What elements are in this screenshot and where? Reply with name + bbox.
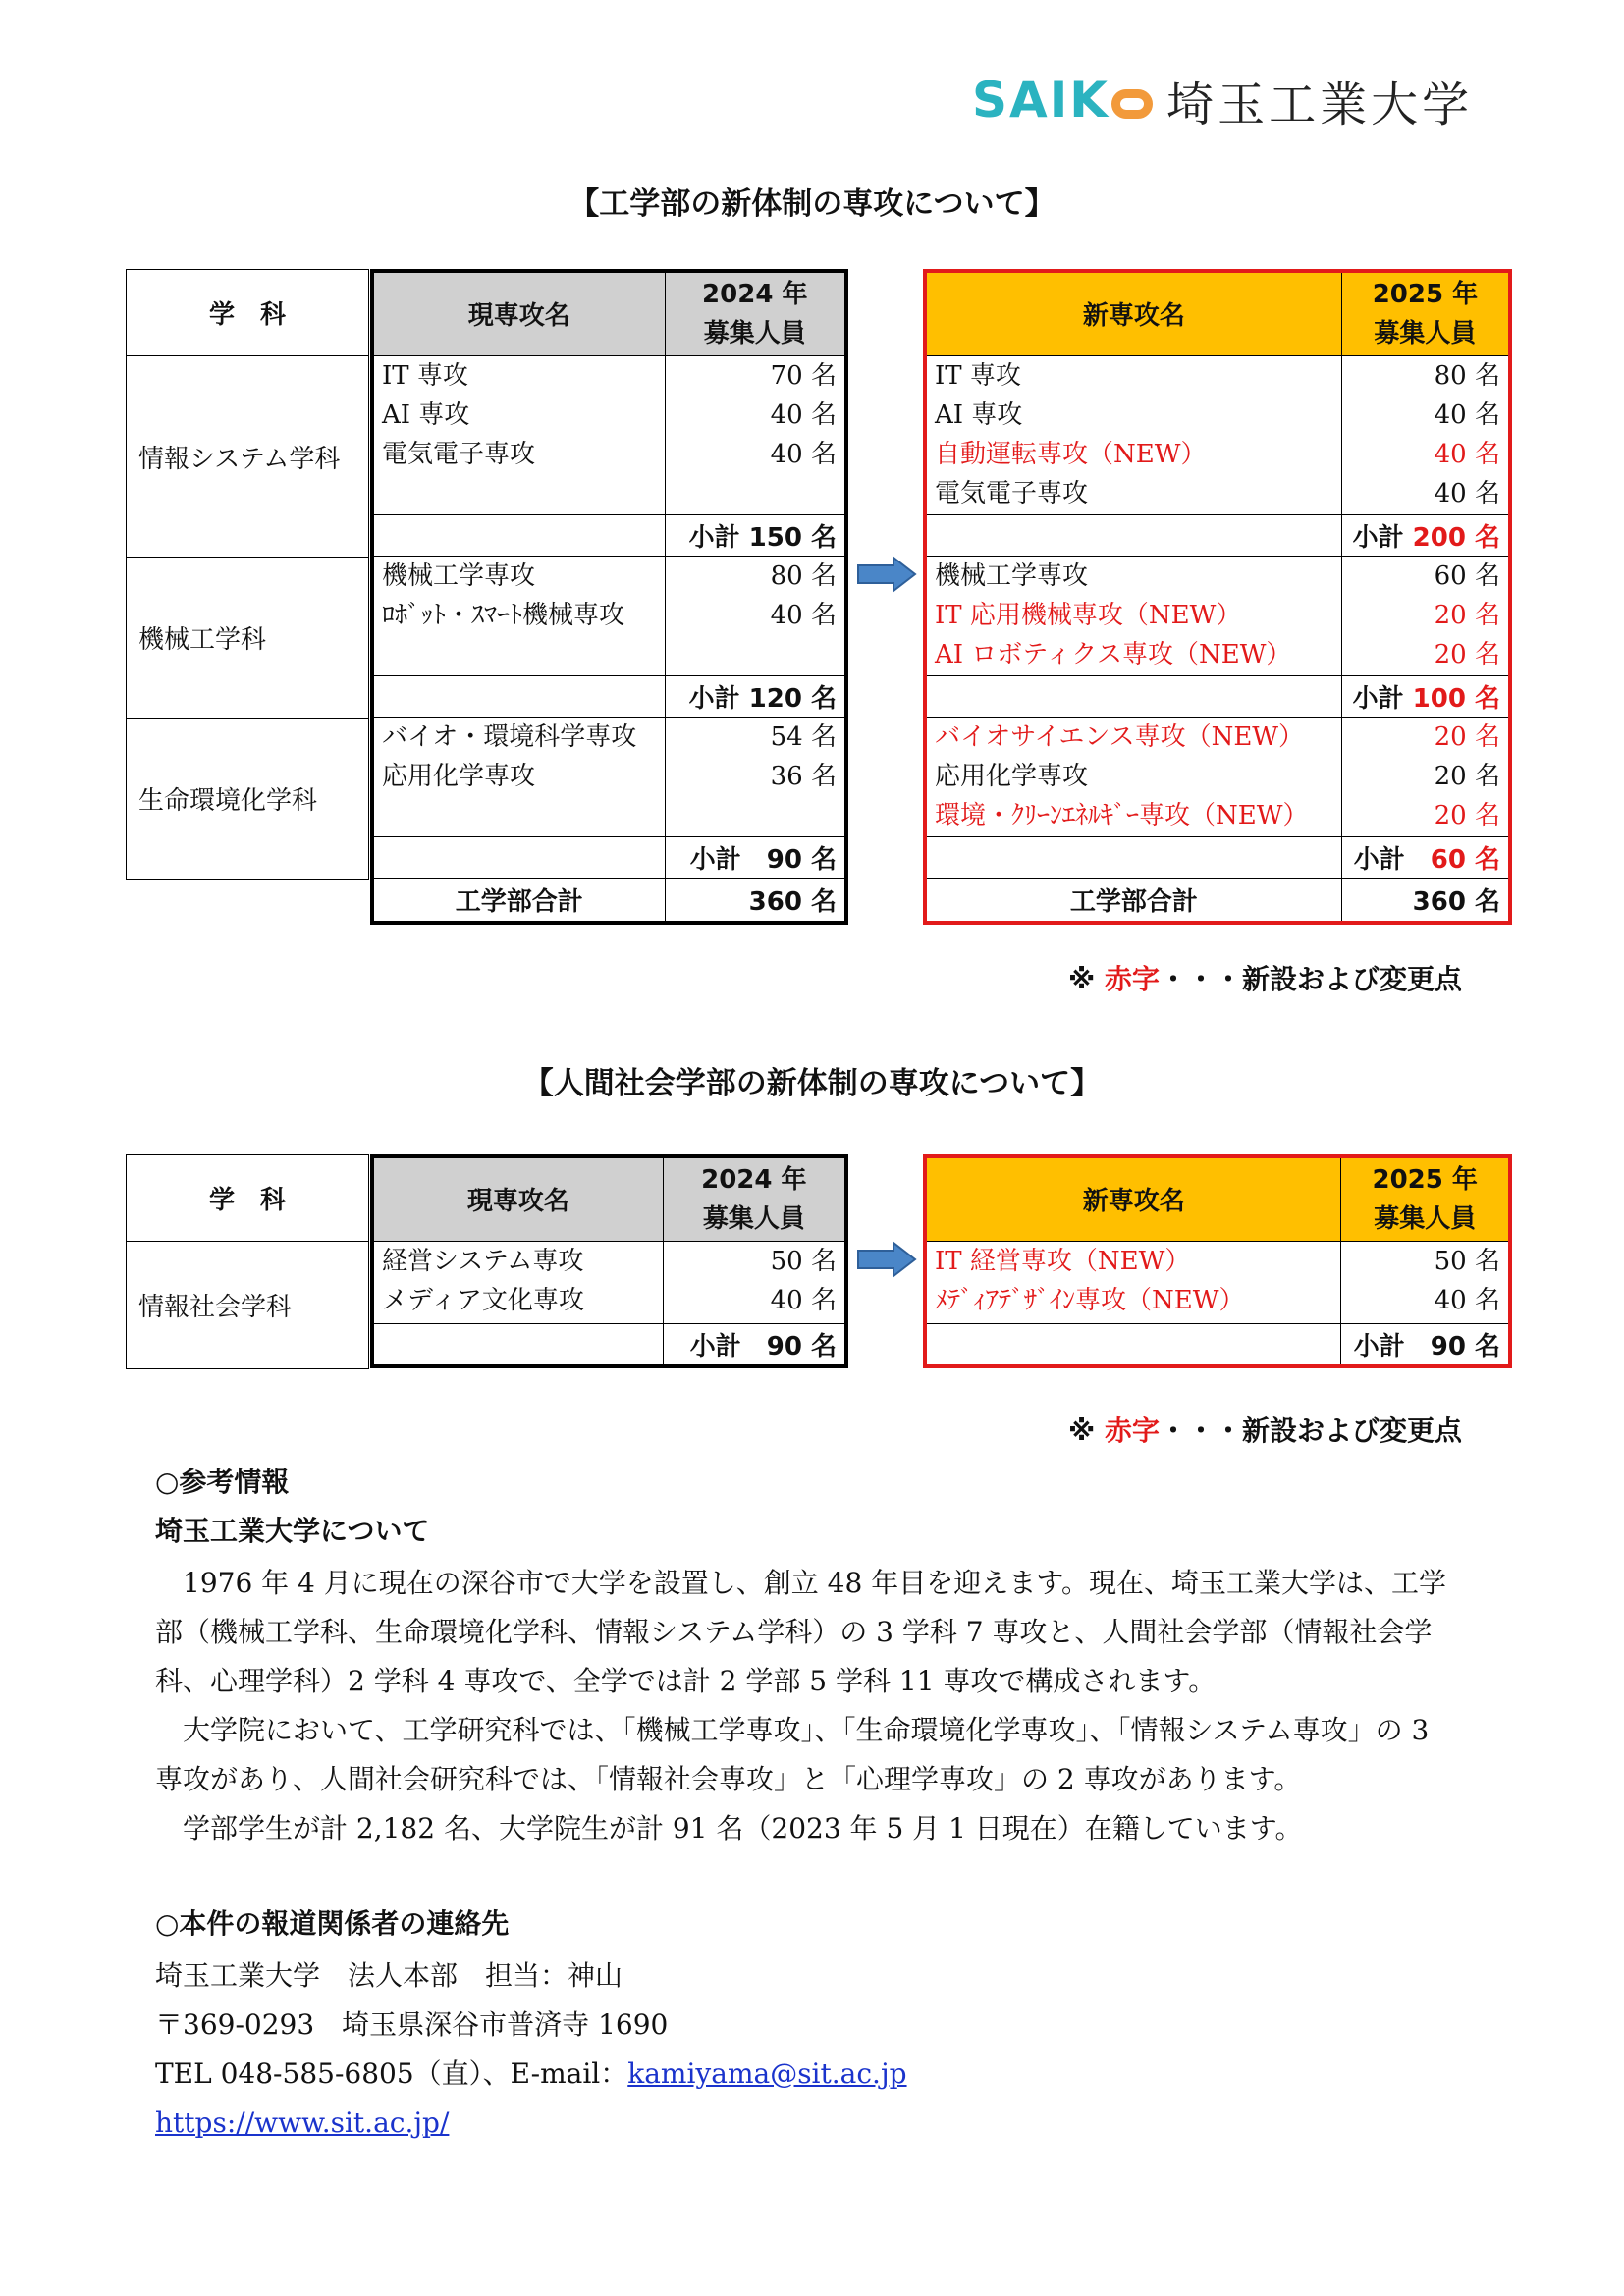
new-majors: IT 経営専攻（NEW） ﾒﾃﾞｨｱﾃﾞｻﾞｲﾝ専攻（NEW）	[925, 1241, 1341, 1323]
current-quota-header: 2024 年 募集人員	[663, 1156, 846, 1241]
current-majors: 経営システム専攻 メディア文化専攻	[372, 1241, 663, 1323]
dept-header: 学 科	[127, 1155, 369, 1242]
eng-new-table	[923, 269, 1512, 925]
new-major-header: 新専攻名	[925, 271, 1341, 355]
subtotal: 小計 90 名	[663, 1323, 846, 1366]
contact-info	[155, 1951, 1481, 2148]
current-quotas: 50 名 40 名	[663, 1241, 846, 1323]
humanities-section-title: 【人間社会学部の新体制の専攻について】	[522, 1066, 1102, 1101]
current-quota-header: 2024 年 募集人員	[665, 271, 846, 355]
contact-heading: ○本件の報道関係者の連絡先	[155, 1907, 510, 1940]
new-majors: バイオサイエンス専攻（NEW） 応用化学専攻 環境・ｸﾘｰﾝｴﾈﾙｷﾞｰ専攻（NEW）	[925, 717, 1341, 836]
contact-line: 埼玉工業大学 法人本部 担当：神山	[155, 1959, 623, 1992]
eng-dept-table	[126, 269, 369, 880]
logo-mark: SAIK	[972, 72, 1153, 129]
subtotal: 小計 120 名	[665, 675, 846, 717]
reference-heading: ○参考情報	[155, 1466, 290, 1498]
legend-note: ※ 赤字・・・新設および変更点	[1068, 1415, 1462, 1447]
current-quotas: 54 名 36 名	[665, 717, 846, 836]
dept-name: 情報社会学科	[127, 1242, 369, 1369]
total-label: 工学部合計	[372, 878, 665, 923]
new-quotas: 60 名 20 名 20 名	[1341, 556, 1510, 675]
subtotal: 小計 200 名	[1341, 514, 1510, 556]
dept-name: 生命環境化学科	[127, 719, 369, 880]
website-link[interactable]: https://www.sit.ac.jp/	[155, 2107, 450, 2139]
reference-paragraphs: 1976 年 4 月に現在の深谷市で大学を設置し、創立 48 年目を迎えます。現在、埼玉工業大学は、工学 部（機械工学科、生命環境化学科、情報システム学科）の 3 学科 7 専攻と、人間社会学部（情報社会学 科、心理学科）2 学科 4 専攻で、全学では計 2 学部 5 学科 11 専攻で構成されます。 大学院において、工学研究科では、「機械工学専攻」、「生命環境化学専攻」、「情報システム専攻」の 3 専攻があり、人間社会研究科では、「情報社会専攻」と「心理学専攻」の 2 専攻があります。 学部学生が計 2,182 名、大学院生が計 91 名（2023 年 5 月 1 日現在）在籍しています。	[155, 1567, 1446, 1844]
arrow-right-icon	[856, 556, 917, 593]
dept-name: 情報システム学科	[127, 356, 369, 558]
new-majors: IT 専攻 AI 専攻 自動運転専攻（NEW） 電気電子専攻	[925, 355, 1341, 514]
hum-current-table	[370, 1154, 848, 1368]
current-major-header: 現専攻名	[372, 271, 665, 355]
university-logo	[972, 71, 1474, 133]
new-majors: 機械工学専攻 IT 応用機械専攻（NEW） AI ロボティクス専攻（NEW）	[925, 556, 1341, 675]
current-majors: 機械工学専攻 ﾛﾎﾞｯﾄ・ｽﾏｰﾄ機械専攻	[372, 556, 665, 675]
hum-new-table	[923, 1154, 1512, 1368]
subtotal: 小計 150 名	[665, 514, 846, 556]
engineering-section-title: 【工学部の新体制の専攻について】	[568, 187, 1056, 222]
legend-note: ※ 赤字・・・新設および変更点	[1068, 963, 1462, 995]
new-major-header: 新専攻名	[925, 1156, 1341, 1241]
contact-line: TEL 048-585-6805（直）、E-mail：kamiyama@sit.ac.jp	[155, 2057, 907, 2090]
dept-name: 機械工学科	[127, 558, 369, 719]
subtotal: 小計 90 名	[1341, 1323, 1510, 1366]
total-label: 工学部合計	[925, 878, 1341, 923]
new-quotas: 80 名 40 名 40 名 40 名	[1341, 355, 1510, 514]
total-value: 360 名	[1341, 878, 1510, 923]
dept-header: 学 科	[127, 270, 369, 356]
eng-current-table	[370, 269, 848, 925]
hum-dept-table	[126, 1154, 369, 1369]
contact-line: 〒369-0293 埼玉県深谷市普済寺 1690	[155, 2008, 669, 2041]
subtotal: 小計 90 名	[665, 836, 846, 878]
current-major-header: 現専攻名	[372, 1156, 663, 1241]
logo-name: 埼玉工業大学	[1166, 77, 1474, 133]
new-quotas: 50 名 40 名	[1341, 1241, 1510, 1323]
new-quota-header: 2025 年 募集人員	[1341, 271, 1510, 355]
new-quota-header: 2025 年 募集人員	[1341, 1156, 1510, 1241]
reference-subheading: 埼玉工業大学について	[155, 1515, 430, 1547]
current-majors: バイオ・環境科学専攻 応用化学専攻	[372, 717, 665, 836]
subtotal: 小計 60 名	[1341, 836, 1510, 878]
email-link[interactable]: kamiyama@sit.ac.jp	[627, 2057, 907, 2090]
subtotal: 小計 100 名	[1341, 675, 1510, 717]
current-quotas: 70 名 40 名 40 名	[665, 355, 846, 514]
arrow-right-icon	[856, 1241, 917, 1278]
current-majors: IT 専攻 AI 専攻 電気電子専攻	[372, 355, 665, 514]
current-quotas: 80 名 40 名	[665, 556, 846, 675]
new-quotas: 20 名 20 名 20 名	[1341, 717, 1510, 836]
total-value: 360 名	[665, 878, 846, 923]
